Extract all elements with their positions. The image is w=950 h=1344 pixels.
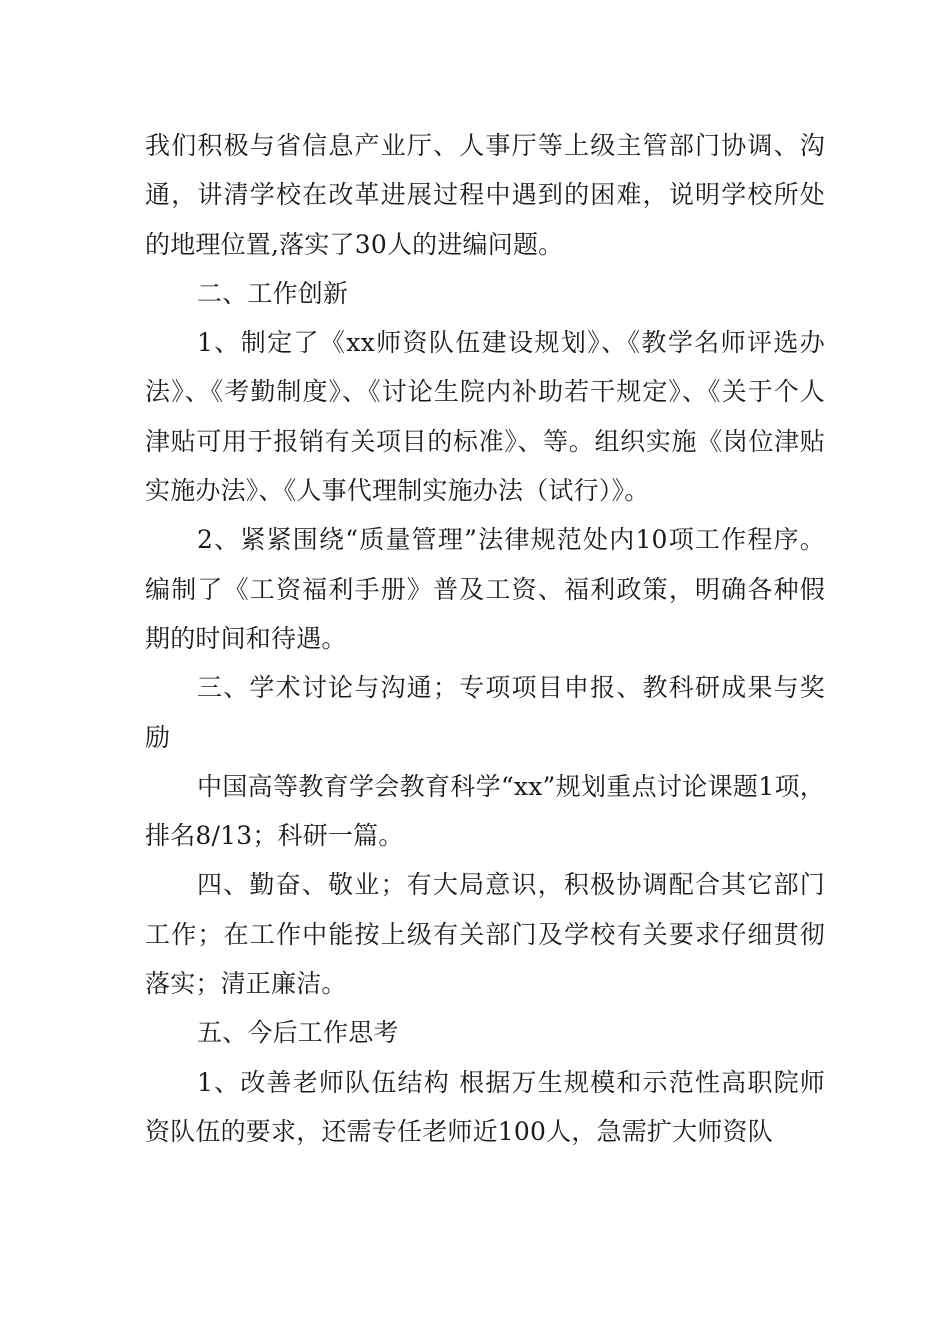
heading-future-work: 五、今后工作思考 xyxy=(197,1018,399,1048)
paragraph-quality-management: 2、紧紧围绕“质量管理”法律规范处内10项工作程序。编制了《工资福利手册》普及工资、福利政策，明确各种假期的时间和待遇。 xyxy=(145,525,825,653)
heading-diligence: 四、勤奋、敬业；有大局意识，积极协调配合其它部门工作；在工作中能按上级有关部门及学校有关要求仔细贯彻落实；清正廉洁。 xyxy=(145,870,825,999)
paragraph-research-project: 中国高等教育学会教育科学“xx”规划重点讨论课题1项，排名8/13；科研一篇。 xyxy=(145,771,825,851)
heading-academic-discussion: 三、学术讨论与沟通；专项项目申报、教科研成果与奖励 xyxy=(145,673,825,752)
paragraph-teacher-structure: 1、改善老师队伍结构 根据万生规模和示范性高职院师资队伍的要求，还需专任老师近100人，急需扩大师资队 xyxy=(145,1067,825,1146)
paragraph-regulations: 1、制定了《xx师资队伍建设规划》、《教学名师评选办法》、《考勤制度》、《讨论生院内补助若干规定》、《关于个人津贴可用于报销有关项目的标准》、等。组织实施《岗位津贴实施办法》、《人事代理制实施办法（试行）》。 xyxy=(145,328,825,506)
document-body xyxy=(145,121,825,1156)
heading-work-innovation: 二、工作创新 xyxy=(197,278,349,308)
paragraph-coordination: 我们积极与省信息产业厅、人事厅等上级主管部门协调、沟通，讲清学校在改革进展过程中遇到的困难，说明学校所处的地理位置,落实了30人的进编问题。 xyxy=(145,131,825,259)
